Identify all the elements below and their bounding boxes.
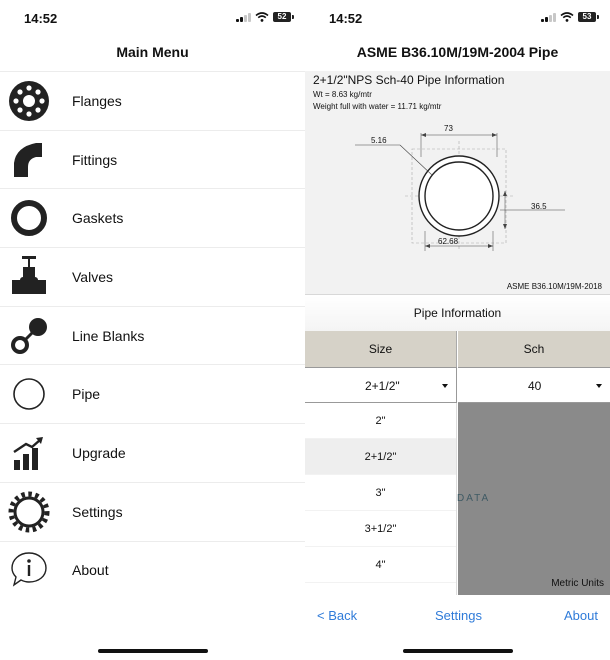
overlay-data-text: DATA (457, 493, 491, 504)
size-select[interactable] (305, 367, 457, 403)
page-title: ASME B36.10M/19M-2004 Pipe (356, 44, 559, 60)
menu-item-fittings[interactable] (0, 130, 305, 189)
line-blank-icon (8, 315, 50, 357)
menu-item-about[interactable] (0, 541, 305, 600)
menu-item-gaskets[interactable] (0, 188, 305, 247)
cellular-signal-icon (236, 12, 251, 22)
menu-item-label: Fittings (72, 151, 118, 168)
size-option[interactable]: 3" (305, 475, 456, 511)
status-time: 14:52 (24, 11, 58, 26)
bottom-toolbar (305, 602, 610, 632)
menu-item-flanges[interactable] (0, 71, 305, 130)
size-option[interactable]: 3+1/2" (305, 511, 456, 547)
menu-item-label: Pipe (72, 386, 101, 403)
sch-select[interactable] (458, 367, 610, 403)
menu-item-upgrade[interactable] (0, 423, 305, 482)
section-title: Pipe Information (305, 296, 610, 331)
units-label: Metric Units (551, 578, 604, 589)
menu-item-label: Upgrade (72, 444, 126, 461)
pipe-weight-water: Weight full with water = 11.71 kg/mtr (313, 102, 442, 111)
status-bar (0, 0, 305, 36)
menu-item-valves[interactable] (0, 247, 305, 306)
wifi-icon (560, 12, 574, 22)
wifi-icon (255, 12, 269, 22)
menu-item-settings[interactable] (0, 482, 305, 541)
menu-item-label: About (72, 562, 109, 579)
chevron-down-icon (442, 384, 448, 388)
page-title: Main Menu (116, 44, 189, 60)
menu-item-label: Flanges (72, 92, 122, 109)
pipe-weight: Wt = 8.63 kg/mtr (313, 90, 372, 99)
size-option-selected[interactable]: 2+1/2" (305, 439, 456, 475)
sch-column-header: Sch (458, 331, 610, 367)
back-button[interactable]: < Back (317, 608, 358, 623)
pipe-circle-icon (8, 373, 50, 415)
menu-item-label: Line Blanks (72, 327, 145, 344)
size-selected-value: 2+1/2" (365, 379, 400, 393)
chevron-down-icon (596, 384, 602, 388)
size-option[interactable]: 4" (305, 547, 456, 583)
battery-icon: 53 (578, 12, 596, 22)
settings-button[interactable]: Settings (435, 608, 482, 623)
size-option[interactable]: 2" (305, 403, 456, 439)
sch-selected-value: 40 (528, 379, 542, 393)
standard-label: ASME B36.10M/19M-2018 (506, 282, 602, 291)
gear-icon (8, 491, 50, 533)
bar-chart-upgrade-icon (8, 432, 50, 474)
pipe-info-heading: 2+1/2"NPS Sch-40 Pipe Information (313, 73, 505, 87)
home-indicator[interactable] (403, 649, 513, 653)
dimension-wall-thickness: 5.16 (371, 136, 387, 145)
valve-icon (8, 256, 50, 298)
dimension-inner-diameter: 62.68 (438, 237, 459, 246)
elbow-fitting-icon (8, 139, 50, 181)
home-indicator[interactable] (98, 649, 208, 653)
dimension-outer-diameter: 73 (444, 124, 453, 133)
info-bubble-icon (8, 549, 50, 591)
menu-item-label: Settings (72, 503, 123, 520)
menu-item-label: Valves (72, 268, 113, 285)
pipe-diagram (305, 71, 610, 295)
pipe-screen (305, 0, 610, 660)
cellular-signal-icon (541, 12, 556, 22)
status-bar (305, 0, 610, 36)
flange-icon (8, 80, 50, 122)
status-time: 14:52 (329, 11, 363, 26)
menu-item-label: Gaskets (72, 210, 124, 227)
menu-item-line-blanks[interactable] (0, 306, 305, 365)
size-dropdown-list (305, 403, 457, 595)
size-column-header: Size (305, 331, 457, 367)
dimension-radius: 36.5 (531, 202, 547, 211)
about-button[interactable]: About (564, 608, 598, 623)
menu-item-pipe[interactable] (0, 364, 305, 423)
gasket-icon (8, 197, 50, 239)
battery-icon: 52 (273, 12, 291, 22)
main-menu-list (0, 71, 305, 599)
